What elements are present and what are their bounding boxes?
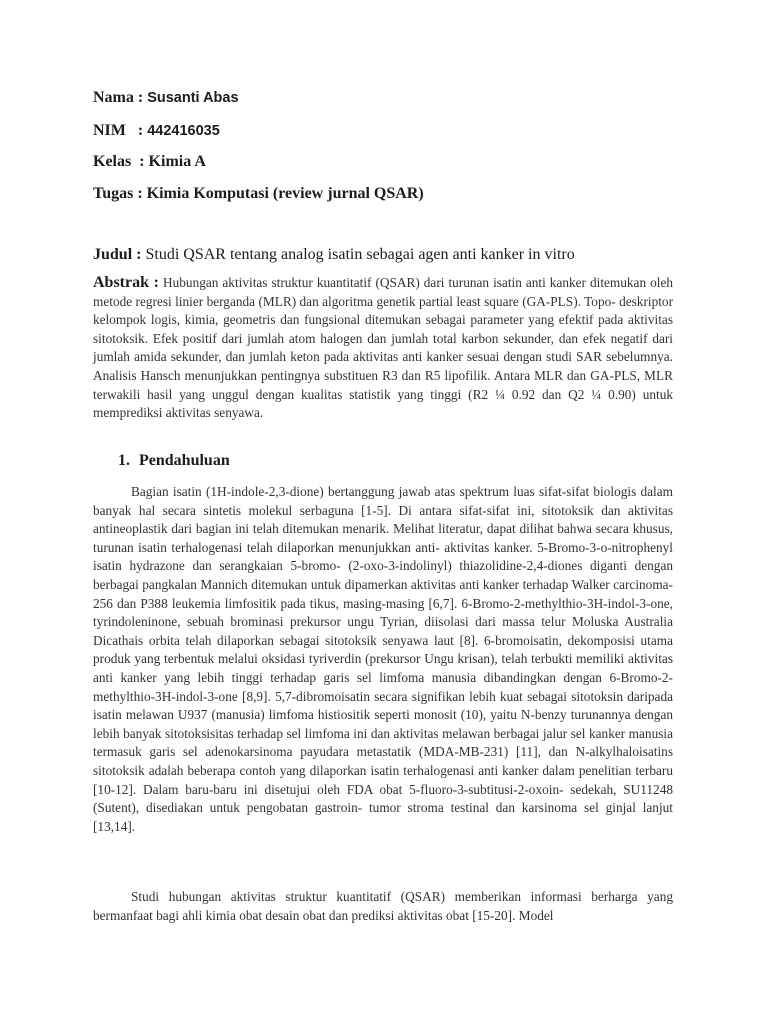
abstrak-label: Abstrak : [93, 274, 160, 291]
kelas-label: Kelas : [93, 153, 145, 170]
judul-title: Studi QSAR tentang analog isatin sebagai agen anti kanker in vitro [145, 246, 575, 263]
abstrak-text: Hubungan aktivitas struktur kuantitatif (QSAR) dari turunan isatin anti kanker ditemukan oleh metode regresi linier berganda (MLR) dan algoritma genetik partial least square (GA-PLS). Topo- deskriptor kelompok logis, kimia, geometris dan fungsional ditemukan sebagai parameter yang efektif pada aktivitas sitotoksik. Efek positif dari jumlah atom halogen dan jumlah total karbon sekunder, dan efek negatif dari jumlah amida sekunder, dan jumlah keton pada aktivitas anti kanker sesuai dengan studi SAR sebelumnya. Analisis Hansch menunjukkan pentingnya substituen R3 dan R5 lipofilik. Antara MLR dan GA-PLS, MLR terwakili hasil yang unggul dengan kualitas statistik yang tinggi (R2 ¼ 0.92 dan Q2 ¼ 0.90) untuk memprediksi aktivitas senyawa. [93, 275, 673, 421]
section-title: Pendahuluan [139, 452, 230, 469]
nim-label: NIM : [93, 122, 144, 139]
tugas-label: Tugas : [93, 185, 143, 202]
abstrak-paragraph [93, 274, 673, 423]
nama-line [93, 89, 239, 107]
nama-label: Nama : [93, 89, 144, 106]
section-heading [118, 452, 230, 470]
kelas-line [93, 153, 206, 171]
intro-paragraph-2: Studi hubungan aktivitas struktur kuantitatif (QSAR) memberikan informasi berharga yang bermanfaat bagi ahli kimia obat desain obat dan prediksi aktivitas obat [15-20]. Model [93, 889, 673, 923]
judul-line [93, 246, 575, 264]
tugas-line [93, 185, 424, 203]
kelas-value: Kimia A [148, 153, 206, 170]
section-number: 1. [118, 452, 130, 469]
nim-line [93, 122, 220, 140]
nama-value: Susanti Abas [147, 90, 239, 106]
nim-value: 442416035 [147, 123, 220, 139]
tugas-value: Kimia Komputasi (review jurnal QSAR) [146, 185, 424, 202]
intro-paragraph-1: Bagian isatin (1H-indole-2,3-dione) bertanggung jawab atas spektrum luas sifat-sifat biologis dalam banyak hal secara sintetis molekul serbaguna [1-5]. Di antara sifat-sifat ini, sitotoksik dan aktivitas antineoplastik dari bagian ini telah ditemukan menarik. Melihat literatur, dapat dilihat bahwa secara khusus, turunan isatin terhalogenasi telah dilaporkan menunjukkan anti- aktivitas kanker. 5-Bromo-3-o-nitrophenyl isatin hydrazone dan serangkaian 5-bromo- (2-oxo-3-indolinyl) thiazolidine-2,4-diones diganti dengan berbagai pangkalan Mannich ditemukan untuk dipamerkan aktivitas anti kanker terhadap Walker carcinoma-256 dan P388 leukemia limfositik pada tikus, masing-masing [6,7]. 6-Bromo-2-methylthio-3H-indol-3-one, tyrindoleninone, sebuah brominasi prekursor ungu Tyrian, diisolasi dari massa telur Moluska Australia Dicathais orbita telah dilaporkan sebagai sitotoksik senyawa laut [8]. 6-bromoisatin, dekomposisi utama produk yang terbentuk melalui oksidasi tyriverdin (prekursor Ungu krisan), telah terbukti memiliki aktivitas anti kanker yang lebih tinggi terhadap garis sel limfoma manusia dibandingkan dengan 6-Bromo-2- methylthio-3H-indol-3-one [8,9]. 5,7-dibromoisatin secara signifikan lebih kuat sebagai sitotoksin daripada isatin melawan U937 (manusia) limfoma histiositik seperti monosit (10), yaitu N-benzy turunannya dengan lebih banyak sitotoksisitas terhadap sel limfoma ini dan aktivitas melawan berbagai jalur sel kanker manusia termasuk garis sel adenokarsinoma payudara metastatik (MDA-MB-231) [11], dan N-alkylhaloisatins sitotoksik adalah beberapa contoh yang dilaporkan isatin terhalogenasi anti kanker dalam penelitian terbaru [10-12]. Dalam baru-baru ini disetujui oleh FDA obat 5-fluoro-3-subtitusi-2-oxoin- sedekah, SU11248 (Sutent), disediakan untuk pengobatan gastroin- tumor stroma testinal dan karsinoma sel ginjal lanjut [13,14]. [93, 484, 673, 834]
judul-label: Judul : [93, 246, 142, 263]
